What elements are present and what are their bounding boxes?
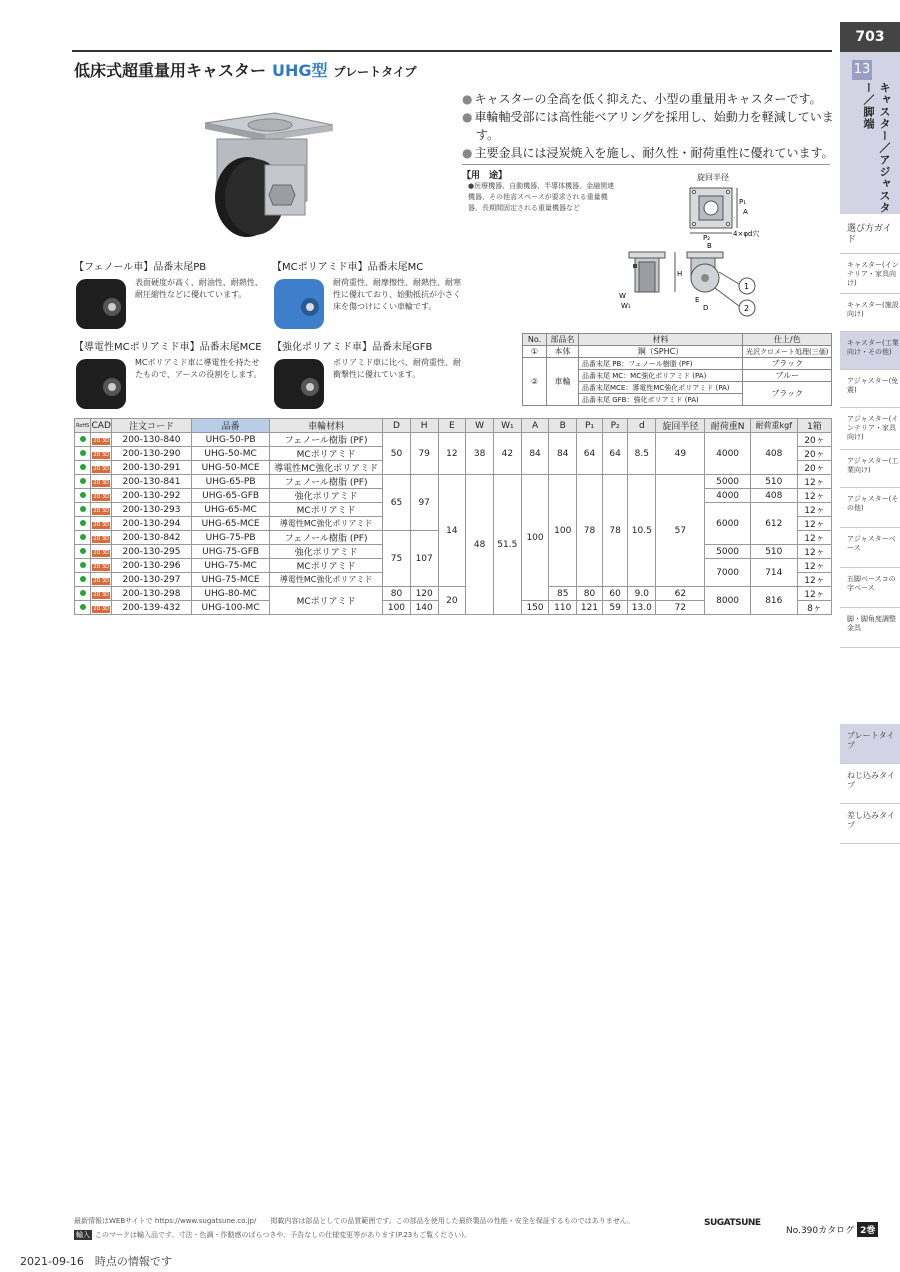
load-n: 8000 <box>705 587 750 615</box>
load-kgf: 510 <box>750 475 797 489</box>
box-qty: 12ヶ <box>797 559 831 573</box>
volume-badge: 2巻 <box>857 1222 878 1237</box>
box-qty: 12ヶ <box>797 545 831 559</box>
dim-P1: 78 <box>577 475 603 587</box>
cad-download-icon[interactable]: 2D 3D <box>93 493 110 500</box>
rohs-icon <box>80 492 86 498</box>
order-code: 200-130-294 <box>111 517 191 531</box>
table-row <box>75 587 832 601</box>
divider <box>462 164 830 165</box>
wheel-material: MCポリアミド <box>270 587 383 615</box>
spec-header: W₁ <box>493 419 521 433</box>
wheel-material: 導電性MC強化ポリアミド <box>270 573 383 587</box>
table-row <box>75 433 832 447</box>
caster-product-image <box>195 105 335 245</box>
dim-D: 75 <box>383 531 411 587</box>
dim-P2: 59 <box>602 601 628 615</box>
part-number: UHG-65-PB <box>192 475 270 489</box>
sidebar-subnav <box>840 724 900 844</box>
spec-header: 耐荷重N <box>705 419 750 433</box>
spec-table <box>74 418 832 615</box>
spec-header: B <box>549 419 577 433</box>
spec-header: D <box>383 419 411 433</box>
sidebar-item-adjuster-seismic[interactable]: アジャスター(免震) <box>840 370 900 408</box>
cad-download-icon[interactable]: 2D 3D <box>93 451 110 458</box>
sidebar-item-leg[interactable]: 脚・脚角度調整金具 <box>840 608 900 648</box>
box-qty: 12ヶ <box>797 587 831 601</box>
feature-list <box>462 90 834 162</box>
cad-download-icon[interactable]: 2D 3D <box>93 521 110 528</box>
wheel-material: フェノール樹脂 (PF) <box>270 475 383 489</box>
top-view-diagram <box>685 170 790 250</box>
mat-material: 品番末尾 PB：フェノール樹脂 (PF) <box>579 358 743 370</box>
sidebar-item-adjuster-base[interactable]: アジャスターベース <box>840 528 900 568</box>
dim-A: 100 <box>521 475 549 601</box>
box-qty: 20ヶ <box>797 461 831 475</box>
cad-download-icon[interactable]: 2D 3D <box>93 507 110 514</box>
order-code: 200-130-290 <box>111 447 191 461</box>
rohs-icon <box>80 562 86 568</box>
dim-E: 12 <box>438 433 466 475</box>
dim-B: 84 <box>549 433 577 475</box>
dim-d: 13.0 <box>628 601 656 615</box>
feature-item: ● キャスターの全高を低く抑えた、小型の重量用キャスターです。 <box>462 90 834 108</box>
chapter-title: キャスター／アジャスター／脚端 <box>862 82 891 214</box>
footer-note: 最新情報はWEBサイトで https://www.sugatsune.co.jp/ 掲載内容は部品としての品質範囲です。この部品を使用した最終製品の性能・安全を保証するものではありません。 <box>74 1217 635 1225</box>
cad-download-icon[interactable]: 2D 3D <box>93 605 110 612</box>
variant-title: 【フェノール車】品番末尾PB <box>74 262 207 273</box>
sidebar-item-adjuster-interior[interactable]: アジャスター(インテリア・家具向け) <box>840 408 900 450</box>
page-number: 703 <box>840 22 900 52</box>
cad-download-icon[interactable]: 2D 3D <box>93 591 110 598</box>
dim-P2: 64 <box>602 433 628 475</box>
swivel-radius-label: 旋回半径 <box>697 173 729 182</box>
dim-P1: 64 <box>577 433 603 475</box>
load-n: 5000 <box>705 475 750 489</box>
title-model: UHG型 <box>272 61 328 80</box>
box-qty: 20ヶ <box>797 433 831 447</box>
part-number: UHG-75-MCE <box>192 573 270 587</box>
sidebar-item-caster-facility[interactable]: キャスター(施設向け) <box>840 294 900 332</box>
sidebar-item-adjuster-other[interactable]: アジャスター(その他) <box>840 488 900 528</box>
dim-w: W <box>619 292 626 300</box>
variant-text: ポリアミド車に比べ、耐荷重性、耐衝撃性に優れています。 <box>333 358 461 379</box>
box-qty: 12ヶ <box>797 475 831 489</box>
variant-mce <box>74 338 264 411</box>
page-title <box>74 58 416 81</box>
load-n: 5000 <box>705 545 750 559</box>
cad-download-icon[interactable]: 2D 3D <box>93 479 110 486</box>
mat-no: ① <box>523 346 547 358</box>
cad-download-icon[interactable]: 2D 3D <box>93 465 110 472</box>
spec-header: CAD <box>91 420 111 431</box>
dim-d: 8.5 <box>628 433 656 475</box>
rohs-icon <box>80 506 86 512</box>
order-code: 200-130-291 <box>111 461 191 475</box>
box-qty: 12ヶ <box>797 517 831 531</box>
sidebar-nav <box>840 214 900 648</box>
chapter-number: 13 <box>852 60 872 80</box>
dim-B: 85 <box>549 587 577 601</box>
dim-D: 100 <box>383 601 411 615</box>
variant-pb <box>74 258 264 331</box>
brand-logo: SUGATSUNE <box>704 1218 761 1228</box>
spec-header: 1箱 <box>797 419 831 433</box>
side-view-diagram <box>615 248 795 328</box>
mat-material: 鋼（SPHC） <box>579 346 743 358</box>
dim-D: 65 <box>383 475 411 531</box>
variant-gfb <box>272 338 462 411</box>
usage-label: 【用 途】 <box>462 171 508 181</box>
load-kgf: 408 <box>750 433 797 475</box>
variant-mc <box>272 258 462 331</box>
wheel-image <box>272 277 326 331</box>
chapter-tab[interactable] <box>840 52 900 214</box>
mat-material: 品番末尾 MC：MC強化ポリアミド (PA) <box>579 370 743 382</box>
part-number: UHG-50-MCE <box>192 461 270 475</box>
load-kgf: 408 <box>750 489 797 503</box>
part-number: UHG-75-MC <box>192 559 270 573</box>
rohs-icon <box>80 464 86 470</box>
dim-p1: P₁ <box>739 198 747 206</box>
dim-W1: 42 <box>493 433 521 475</box>
wheel-material: MCポリアミド <box>270 559 383 573</box>
dim-hole: 4×φd穴 <box>733 230 760 238</box>
swivel-radius: 57 <box>656 475 705 587</box>
mat-header: 部品名 <box>547 334 579 346</box>
mat-no: ② <box>523 358 547 406</box>
dim-d: 9.0 <box>628 587 656 601</box>
spec-header: 旋回半径 <box>656 419 705 433</box>
mat-material: 品番末尾 GFB：強化ポリアミド (PA) <box>579 394 743 406</box>
wheel-material: 強化ポリアミド <box>270 489 383 503</box>
mat-header: 材料 <box>579 334 743 346</box>
dim-a: A <box>743 208 748 216</box>
spec-header: H <box>410 419 438 433</box>
spec-header: A <box>521 419 549 433</box>
load-n: 6000 <box>705 503 750 545</box>
order-code: 200-130-292 <box>111 489 191 503</box>
table-row <box>75 475 832 489</box>
dim-P1: 121 <box>577 601 603 615</box>
dim-A: 150 <box>521 601 549 615</box>
sidebar-item-screw[interactable]: ねじ込みタイプ <box>840 764 900 804</box>
catalog-number: No.390カタログ <box>786 1226 855 1236</box>
rohs-icon <box>80 450 86 456</box>
load-n: 4000 <box>705 433 750 475</box>
cad-download-icon[interactable]: 2D 3D <box>93 549 110 556</box>
part-number: UHG-100-MC <box>192 601 270 615</box>
spec-header: 耐荷重kgf <box>750 419 797 433</box>
load-kgf: 714 <box>750 559 797 587</box>
dim-B: 110 <box>549 601 577 615</box>
title-main: 低床式超重量用キャスター <box>74 61 267 80</box>
order-code: 200-130-842 <box>111 531 191 545</box>
wheel-image <box>272 357 326 411</box>
rohs-icon <box>80 534 86 540</box>
top-rule <box>72 50 832 52</box>
dim-B: 100 <box>549 475 577 587</box>
import-note-text: このマークは輸入品です。寸法・色調・作動感のばらつきや、予告なしの仕様変更等があります(P.23もご覧ください)。 <box>95 1231 471 1239</box>
part-number: UHG-80-MC <box>192 587 270 601</box>
title-type: プレートタイプ <box>333 65 417 79</box>
dim-d: 10.5 <box>628 475 656 587</box>
sidebar-item-insert[interactable]: 差し込みタイプ <box>840 804 900 844</box>
dim-b: B <box>707 242 712 250</box>
wheel-material: フェノール樹脂 (PF) <box>270 531 383 545</box>
rohs-icon <box>80 548 86 554</box>
spec-header: 品番 <box>192 419 270 433</box>
wheel-material: 導電性MC強化ポリアミド <box>270 517 383 531</box>
swivel-radius: 49 <box>656 433 705 475</box>
dim-E: 14 <box>438 475 466 587</box>
dim-P2: 78 <box>602 475 628 587</box>
mat-finish: ブラック <box>743 358 832 370</box>
dim-D: 50 <box>383 433 411 475</box>
wheel-material: 導電性MC強化ポリアミド <box>270 461 383 475</box>
dim-p2: P₂ <box>703 234 711 242</box>
part-number: UHG-50-MC <box>192 447 270 461</box>
swivel-radius: 72 <box>656 601 705 615</box>
dim-A: 84 <box>521 433 549 475</box>
dim-E: 20 <box>438 587 466 615</box>
spec-header: 注文コード <box>111 419 191 433</box>
order-code: 200-130-295 <box>111 545 191 559</box>
material-table <box>522 333 832 406</box>
dim-W: 48 <box>466 475 494 615</box>
variant-title: 【強化ポリアミド車】品番末尾GFB <box>272 342 433 353</box>
mat-finish: ブラック <box>743 382 832 406</box>
spec-header: W <box>466 419 494 433</box>
variant-text: MCポリアミド車に導電性を持たせたもので、アースの役割をします。 <box>135 358 262 379</box>
footer-import-note <box>74 1230 471 1240</box>
load-kgf: 510 <box>750 545 797 559</box>
part-number: UHG-75-GFB <box>192 545 270 559</box>
rohs-icon <box>80 436 86 442</box>
import-badge: 輸入 <box>76 1231 90 1239</box>
usage-text: ●医療機器、自動機器、半導体機器、金融関連機器、その他省スペースが要求される重量機器、長期間固定される重量機器など <box>468 182 615 212</box>
dim-w1: W₁ <box>621 302 631 310</box>
box-qty: 12ヶ <box>797 489 831 503</box>
spec-header-row <box>75 419 832 433</box>
dim-H: 79 <box>410 433 438 475</box>
cad-download-icon[interactable]: 2D 3D <box>93 535 110 542</box>
usage-block <box>462 168 618 214</box>
sidebar-item-caster-industrial[interactable]: キャスター(工業向け・その他) <box>840 332 900 370</box>
sidebar-item-plate[interactable]: プレートタイプ <box>840 724 900 764</box>
mat-material: 品番末尾MCE：導電性MC強化ポリアミド (PA) <box>579 382 743 394</box>
dim-H: 107 <box>410 531 438 587</box>
box-qty: 12ヶ <box>797 573 831 587</box>
callout-1: 1 <box>744 282 750 291</box>
wheel-image <box>74 277 128 331</box>
mat-part: 車輪 <box>547 358 579 406</box>
spec-header: d <box>628 419 656 433</box>
dim-W: 38 <box>466 433 494 475</box>
mat-header: No. <box>523 334 547 346</box>
spec-header: P₁ <box>577 419 603 433</box>
wheel-material: MCポリアミド <box>270 503 383 517</box>
mat-finish: 光沢クロメート処理(三価) <box>743 346 832 358</box>
box-qty: 12ヶ <box>797 503 831 517</box>
load-kgf: 816 <box>750 587 797 615</box>
feature-item: ● 主要金具には浸炭焼入を施し、耐久性・耐荷重性に優れています。 <box>462 144 834 162</box>
dim-d: D <box>703 304 709 312</box>
order-code: 200-130-297 <box>111 573 191 587</box>
dim-h: H <box>677 270 683 278</box>
cad-download-icon[interactable]: 2D 3D <box>93 437 110 444</box>
dim-H: 97 <box>410 475 438 531</box>
catalog-label <box>786 1222 878 1237</box>
callout-2: 2 <box>744 304 750 313</box>
mat-finish: ブルー <box>743 370 832 382</box>
rohs-icon <box>80 576 86 582</box>
spec-header: E <box>438 419 466 433</box>
order-code: 200-139-432 <box>111 601 191 615</box>
box-qty: 8ヶ <box>797 601 831 615</box>
box-qty: 12ヶ <box>797 531 831 545</box>
dim-P1: 80 <box>577 587 603 601</box>
order-code: 200-130-296 <box>111 559 191 573</box>
rohs-icon <box>80 520 86 526</box>
sidebar-item-caster-interior[interactable]: キャスター(インテリア・家具向け) <box>840 254 900 294</box>
load-n: 7000 <box>705 559 750 587</box>
dim-D: 80 <box>383 587 411 601</box>
dim-W1: 51.5 <box>493 475 521 615</box>
sidebar-item-base[interactable]: 五脚ベースコの字ベース <box>840 568 900 608</box>
part-number: UHG-65-MC <box>192 503 270 517</box>
swivel-radius: 62 <box>656 587 705 601</box>
dim-e: E <box>695 296 700 304</box>
order-code: 200-130-841 <box>111 475 191 489</box>
order-code: 200-130-298 <box>111 587 191 601</box>
variant-text: 表面硬度が高く、耐油性、耐熱性、耐圧縮性などに優れています。 <box>135 278 263 299</box>
mat-part: 本体 <box>547 346 579 358</box>
rohs-icon <box>80 478 86 484</box>
part-number: UHG-65-GFB <box>192 489 270 503</box>
variant-title: 【導電性MCポリアミド車】品番末尾MCE <box>74 342 262 353</box>
spec-header: 車輪材料 <box>270 419 383 433</box>
rohs-icon <box>80 604 86 610</box>
order-code: 200-130-840 <box>111 433 191 447</box>
part-number: UHG-50-PB <box>192 433 270 447</box>
load-kgf: 612 <box>750 503 797 545</box>
rohs-icon <box>80 590 86 596</box>
wheel-material: 強化ポリアミド <box>270 545 383 559</box>
part-number: UHG-75-PB <box>192 531 270 545</box>
load-n: 4000 <box>705 489 750 503</box>
cad-download-icon[interactable]: 2D 3D <box>93 563 110 570</box>
spec-header: P₂ <box>602 419 628 433</box>
dim-H: 140 <box>410 601 438 615</box>
mat-header: 仕上/色 <box>743 334 832 346</box>
spec-header: RoHS <box>75 419 91 433</box>
info-date: 2021-09-16 時点の情報です <box>20 1255 172 1268</box>
sidebar-item-guide[interactable]: 選び方ガイド <box>840 214 900 254</box>
wheel-material: MCポリアミド <box>270 447 383 461</box>
wheel-image <box>74 357 128 411</box>
sidebar-item-adjuster-industrial[interactable]: アジャスター(工業向け) <box>840 450 900 488</box>
wheel-material: フェノール樹脂 (PF) <box>270 433 383 447</box>
dim-P2: 60 <box>602 587 628 601</box>
box-qty: 20ヶ <box>797 447 831 461</box>
variant-text: 耐荷重性、耐摩擦性、耐熱性、耐寒性に優れており、始動抵抗が小さく床を傷つけにくい車輪です。 <box>333 278 461 311</box>
order-code: 200-130-293 <box>111 503 191 517</box>
variant-title: 【MCポリアミド車】品番末尾MC <box>272 262 424 273</box>
feature-item: ● 車輪軸受部には高性能ベアリングを採用し、始動力を軽減しています。 <box>462 108 834 144</box>
cad-download-icon[interactable]: 2D 3D <box>93 577 110 584</box>
part-number: UHG-65-MCE <box>192 517 270 531</box>
dim-H: 120 <box>410 587 438 601</box>
